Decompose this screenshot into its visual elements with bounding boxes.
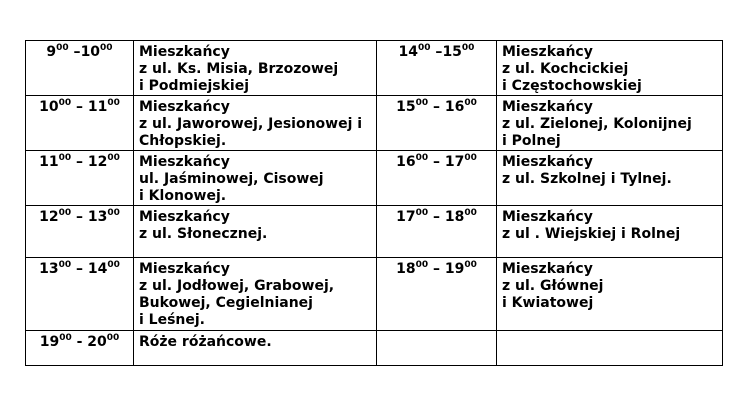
text-line: z ul. Zielonej, Kolonijnej (502, 116, 692, 132)
time-cell: $16^{00} - 17^{00}$ (377, 151, 497, 206)
residents-cell (134, 41, 377, 96)
text-line: Mieszkańcy (502, 209, 593, 225)
residents-cell (497, 258, 723, 331)
text-line: z ul. Szkolnej i Tylnej. (502, 171, 672, 187)
text-line: Mieszkańcy (502, 99, 593, 115)
time-cell: $12^{00} - 13^{00}$ (26, 206, 134, 258)
residents-cell (134, 96, 377, 151)
text-line: i Częstochowskiej (502, 78, 642, 94)
text-line: z ul . Wiejskiej i Rolnej (502, 226, 681, 242)
time-cell: $13^{00} - 14^{00}$ (26, 258, 134, 331)
residents-cell (497, 41, 723, 96)
time-cell: $19^{00} - 20^{00}$ (26, 331, 134, 366)
time-cell: $11^{00} - 12^{00}$ (26, 151, 134, 206)
table-row (26, 206, 723, 258)
text-line: z ul. Jaworowej, Jesionowej i (139, 116, 363, 132)
text-line: Mieszkańcy (139, 261, 230, 277)
time-cell: $14^{00}$ $-15^{00}$ (377, 41, 497, 96)
time-cell: $18^{00} - 19^{00}$ (377, 258, 497, 331)
residents-cell (497, 151, 723, 206)
schedule-table (25, 40, 723, 366)
residents-cell (134, 258, 377, 331)
text-line: Mieszkańcy (502, 154, 593, 170)
text-line: Chłopskiej. (139, 133, 227, 149)
text-line: Mieszkańcy (502, 261, 593, 277)
text-line: i Kwiatowej (502, 295, 594, 311)
text-line: Mieszkańcy (502, 44, 593, 60)
text-line: z ul. Jodłowej, Grabowej, (139, 278, 335, 294)
text-line: i Polnej (502, 133, 561, 149)
time-cell: $9^{00}$ $-10^{00}$ (26, 41, 134, 96)
residents-cell (497, 96, 723, 151)
table-row (26, 41, 723, 96)
time-cell: $17^{00} - 18^{00}$ (377, 206, 497, 258)
text-line: i Podmiejskiej (139, 78, 249, 94)
residents-cell-empty (497, 331, 723, 366)
text-line: z ul. Kochcickiej (502, 61, 629, 77)
text-line: Mieszkańcy (139, 99, 230, 115)
text-line: Mieszkańcy (139, 209, 230, 225)
table-row (26, 96, 723, 151)
text-line: Mieszkańcy (139, 44, 230, 60)
residents-cell (134, 331, 377, 366)
residents-cell (134, 206, 377, 258)
text-line: ul. Jaśminowej, Cisowej (139, 171, 324, 187)
residents-cell (134, 151, 377, 206)
time-cell: $10^{00} - 11^{00}$ (26, 96, 134, 151)
table-row (26, 151, 723, 206)
text-line: i Klonowej. (139, 188, 227, 204)
time-cell: $15^{00} - 16^{00}$ (377, 96, 497, 151)
text-line: Bukowej, Cegielnianej (139, 295, 313, 311)
text-line: z ul. Słonecznej. (139, 226, 268, 242)
time-cell-empty (377, 331, 497, 366)
table-row (26, 258, 723, 331)
residents-cell (497, 206, 723, 258)
text-line: z ul. Ks. Misia, Brzozowej (139, 61, 339, 77)
text-line: Róże różańcowe. (139, 334, 272, 350)
text-line: Mieszkańcy (139, 154, 230, 170)
table-row (26, 331, 723, 366)
text-line: i Leśnej. (139, 312, 206, 328)
text-line: z ul. Głównej (502, 278, 604, 294)
